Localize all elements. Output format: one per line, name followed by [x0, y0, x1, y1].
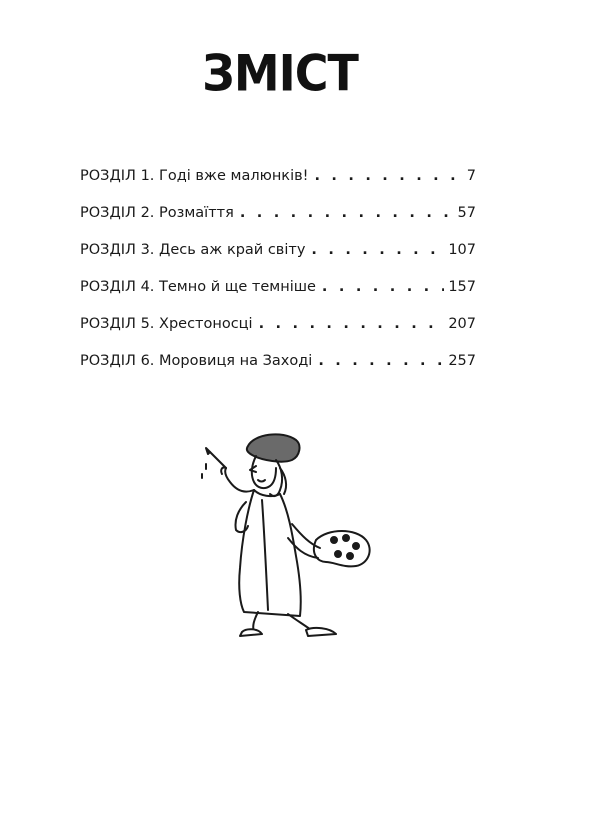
toc-entry-page: 207 [448, 316, 476, 332]
page-title: ЗМІСТ [202, 43, 358, 103]
toc-entry-label: РОЗДІЛ 5. Хрестоносці [80, 316, 253, 332]
table-of-contents [80, 168, 476, 390]
toc-entry[interactable] [80, 242, 476, 279]
toc-entry-page: 57 [457, 205, 476, 221]
toc-entry-label: РОЗДІЛ 1. Годі вже малюнків! [80, 168, 309, 184]
toc-entry-label: РОЗДІЛ 3. Десь аж край світу [80, 242, 306, 258]
toc-dot-leader [314, 168, 462, 184]
toc-entry[interactable] [80, 168, 476, 205]
toc-entry[interactable] [80, 353, 476, 390]
toc-dot-leader [322, 279, 444, 295]
toc-entry-label: РОЗДІЛ 6. Моровиця на Заході [80, 353, 313, 369]
toc-entry-label: РОЗДІЛ 4. Темно й ще темніше [80, 279, 316, 295]
toc-entry-page: 107 [448, 242, 476, 258]
toc-entry[interactable] [80, 205, 476, 242]
toc-dot-leader [311, 242, 444, 258]
toc-dot-leader [240, 205, 454, 221]
painter-with-palette-icon [196, 428, 376, 644]
toc-entry-page: 257 [448, 353, 476, 369]
toc-entry-label: РОЗДІЛ 2. Розмаїття [80, 205, 234, 221]
toc-dot-leader [259, 316, 445, 332]
toc-entry-page: 7 [466, 168, 476, 184]
toc-dot-leader [318, 353, 444, 369]
toc-entry[interactable] [80, 316, 476, 353]
toc-entry-page: 157 [448, 279, 476, 295]
toc-entry[interactable] [80, 279, 476, 316]
